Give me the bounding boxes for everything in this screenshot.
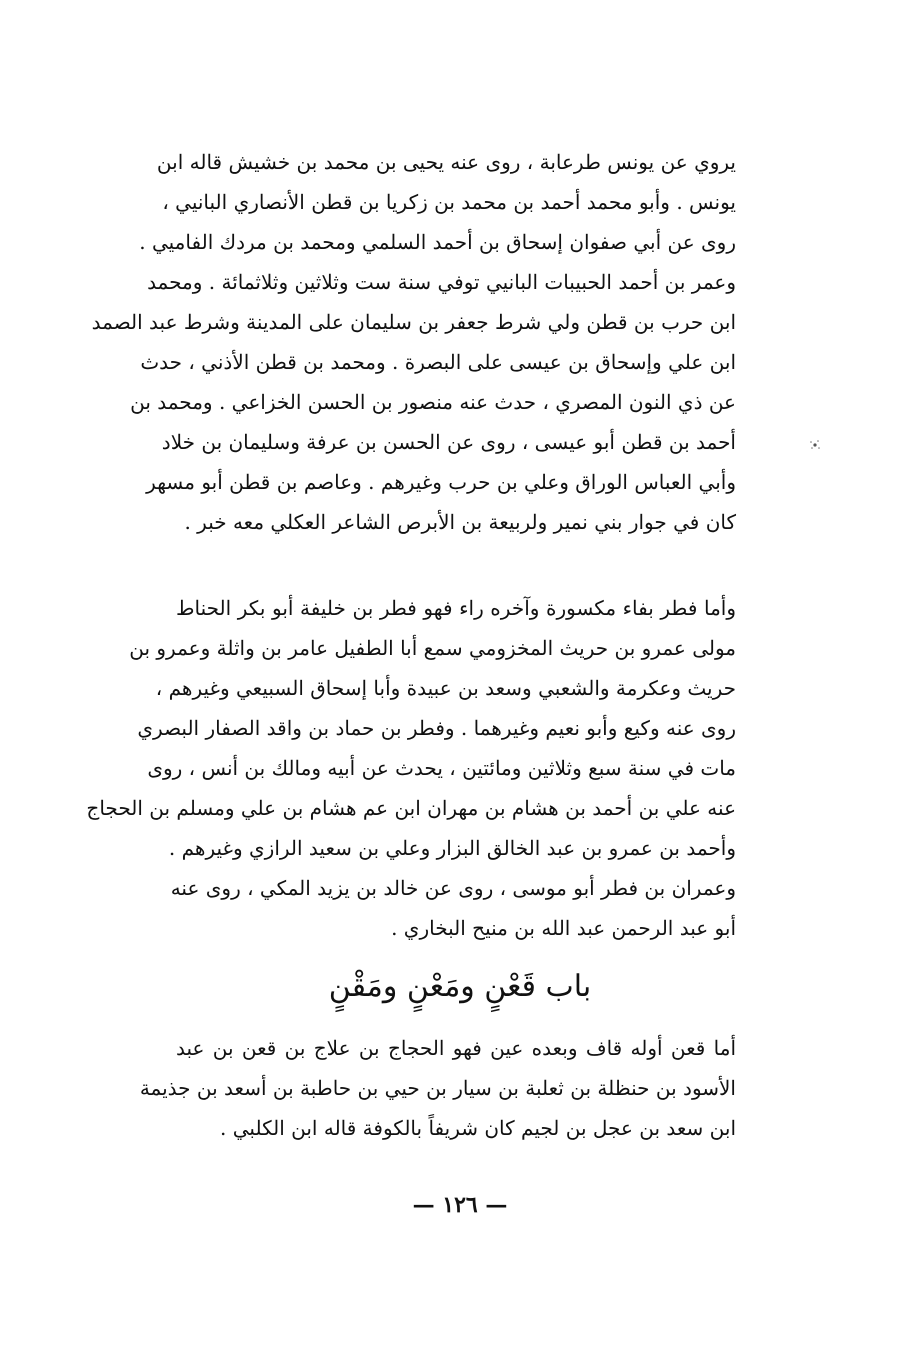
text-line: وأما فطر بفاء مكسورة وآخره راء فهو فطر بن خليفة أبو بكر الحناط xyxy=(176,596,736,620)
text-line: أبو عبد الرحمن عبد الله بن منيح البخاري . xyxy=(391,916,736,940)
text-line: ابن حرب بن قطن ولي شرط جعفر بن سليمان على المدينة وشرط عبد الصمد xyxy=(91,310,736,334)
text-line: كان في جوار بني نمير ولربيعة بن الأبرص الشاعر العكلي معه خبر . xyxy=(184,510,736,534)
text-line: يونس . وأبو محمد أحمد بن محمد بن زكريا بن قطن الأنصاري البانيي ، xyxy=(162,190,736,214)
section-heading: باب قَعْنٍ ومَعْنٍ ومَقْنٍ xyxy=(328,969,592,1004)
text-line: وأبي العباس الوراق وعلي بن حرب وغيرهم . وعاصم بن قطن أبو مسهر xyxy=(146,470,736,494)
text-line: يروي عن يونس طرعابة ، روى عنه يحيى بن محمد بن خشيش قاله ابن xyxy=(156,150,736,174)
text-line: عن ذي النون المصري ، حدث عنه منصور بن الحسن الخزاعي . ومحمد بن xyxy=(130,390,736,414)
text-line: وأحمد بن عمرو بن عبد الخالق البزار وعلي بن سعيد الرازي وغيرهم . xyxy=(168,836,736,860)
text-line: وعمر بن أحمد الحبيبات البانيي توفي سنة ست وثلاثين وثلاثمائة . ومحمد xyxy=(147,270,736,294)
text-line: ابن سعد بن عجل بن لجيم كان شريفاً بالكوفة قاله ابن الكلبي . xyxy=(220,1116,736,1140)
text-line: الأسود بن حنظلة بن ثعلبة بن سيار بن حيي بن حاطبة بن أسعد بن جذيمة xyxy=(139,1076,736,1100)
text-line: أما قعن أوله قاف وبعده عين فهو الحجاج بن علاج بن قعن بن عبد xyxy=(176,1036,736,1060)
text-line: مولى عمرو بن حريث المخزومي سمع أبا الطفيل عامر بن واثلة وعمرو بن xyxy=(129,636,736,660)
page-number: — ١٢٦ — xyxy=(412,1192,508,1218)
scan-speck-icon xyxy=(806,436,824,454)
text-line: ابن علي وإسحاق بن عيسى على البصرة . ومحمد بن قطن الأذني ، حدث xyxy=(140,350,736,374)
paragraph-2 xyxy=(86,588,736,948)
text-line: روى عنه وكيع وأبو نعيم وغيرهما . وفطر بن حماد بن واقد الصفار البصري xyxy=(137,716,736,740)
paragraph-1 xyxy=(91,142,736,542)
text-line: أحمد بن قطن أبو عيسى ، روى عن الحسن بن عرفة وسليمان بن خلاد xyxy=(161,430,736,454)
text-line: مات في سنة سبع وثلاثين ومائتين ، يحدث عن أبيه ومالك بن أنس ، روى xyxy=(147,756,736,780)
paragraph-3 xyxy=(139,1028,736,1148)
text-line: عنه علي بن أحمد بن هشام بن مهران ابن عم هشام بن علي ومسلم بن الحجاج xyxy=(86,796,736,820)
text-line: وعمران بن فطر أبو موسى ، روى عن خالد بن يزيد المكي ، روى عنه xyxy=(170,876,736,900)
text-line: حريث وعكرمة والشعبي وسعد بن عبيدة وأبا إسحاق السبيعي وغيرهم ، xyxy=(155,676,736,700)
text-line: روى عن أبي صفوان إسحاق بن أحمد السلمي ومحمد بن مردك الفاميي . xyxy=(139,230,736,254)
